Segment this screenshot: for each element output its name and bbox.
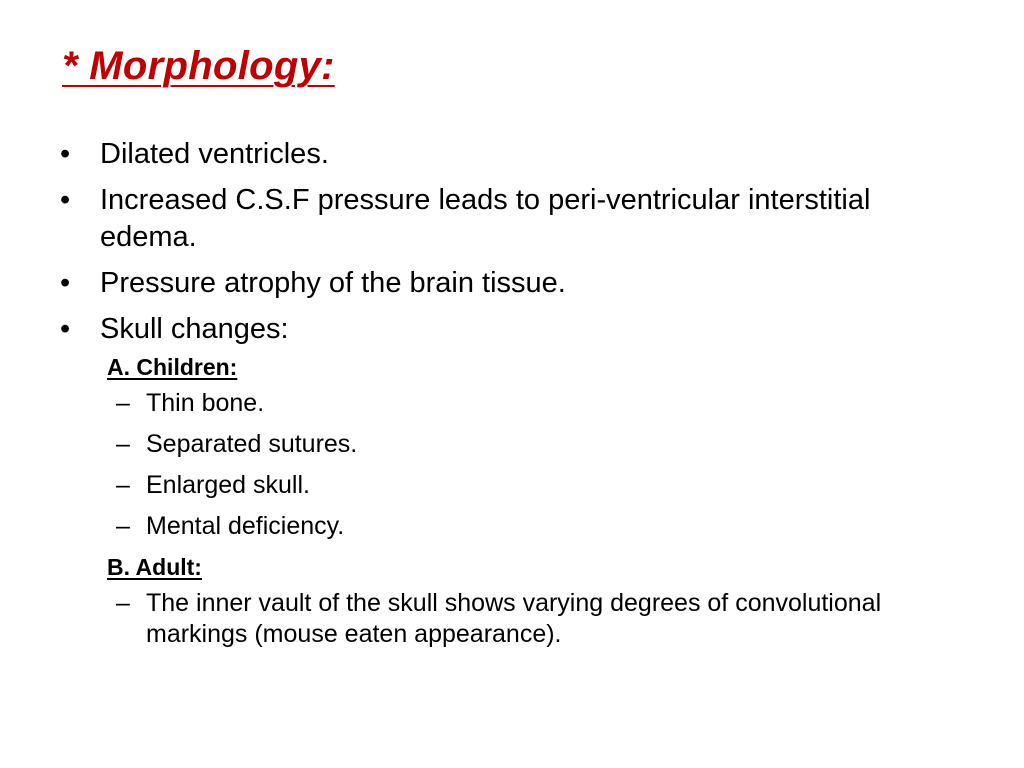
children-heading: A. Children: [107, 354, 238, 380]
sub-list-item [56, 388, 956, 419]
dash-icon: – [116, 589, 130, 617]
sub-item-text: The inner vault of the skull shows varying degrees of convolutional markings (mouse eaten appearance). [146, 589, 882, 648]
dash-icon: – [116, 471, 130, 499]
bullet-item [56, 182, 956, 256]
bullet-text: Dilated ventricles. [100, 138, 329, 170]
dash-icon: – [116, 389, 130, 417]
sub-item-text: Separated sutures. [146, 430, 358, 458]
slide-title: * Morphology: [62, 44, 335, 88]
bullet-text: Pressure atrophy of the brain tissue. [100, 267, 566, 299]
sub-list-item [56, 511, 956, 542]
bullet-text: Increased C.S.F pressure leads to peri-ventricular interstitial edema. [100, 184, 871, 253]
bullet-icon: • [60, 184, 71, 216]
sub-item-text: Thin bone. [146, 389, 265, 417]
sub-list-item [56, 470, 956, 501]
sub-list-item [56, 588, 956, 650]
bullet-text: Skull changes: [100, 313, 289, 345]
sub-item-text: Mental deficiency. [146, 512, 345, 540]
sub-list-item [56, 429, 956, 460]
body-list [56, 136, 956, 660]
bullet-icon: • [60, 267, 71, 299]
bullet-icon: • [60, 138, 71, 170]
sub-item-text: Enlarged skull. [146, 471, 310, 499]
bullet-icon: • [60, 313, 71, 345]
adult-heading: B. Adult: [107, 554, 202, 580]
dash-icon: – [116, 512, 130, 540]
dash-icon: – [116, 430, 130, 458]
bullet-item [56, 136, 956, 173]
bullet-item [56, 265, 956, 302]
bullet-item [56, 311, 956, 348]
